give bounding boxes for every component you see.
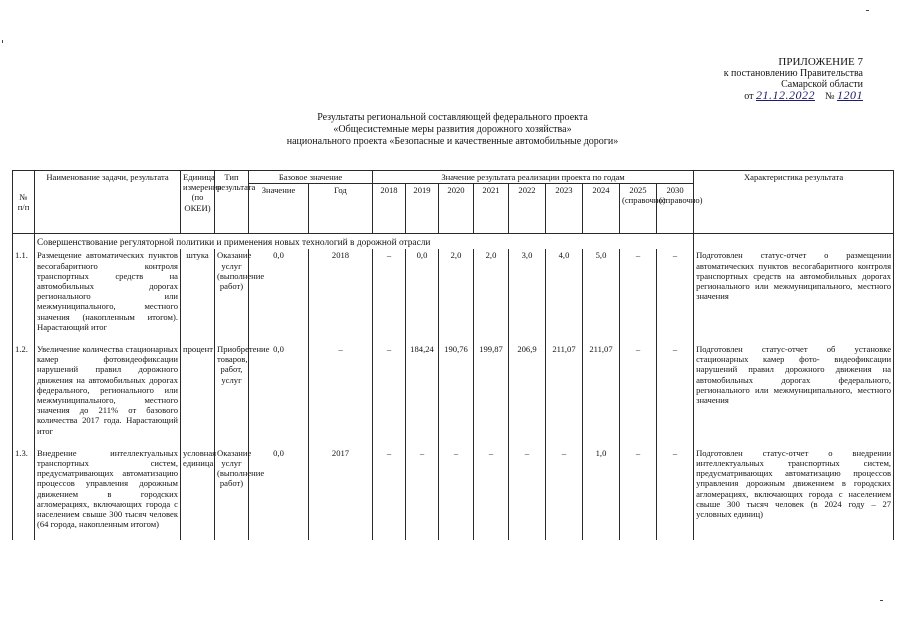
header-year-2018: 2018	[373, 184, 406, 234]
header-base-group: Базовое значение	[249, 171, 373, 184]
value-2024: 1,0	[583, 447, 620, 531]
row-base-year: –	[309, 343, 373, 437]
header-type: Тип результата	[215, 171, 249, 234]
table-row	[13, 249, 894, 333]
handwritten-number: 1201	[837, 88, 863, 102]
header-row-1	[13, 171, 894, 184]
value-2023: 211,07	[546, 343, 583, 437]
row-result: Подготовлен статус-отчет о внедрении интеллектуальных транспортных систем, предусматривающих автоматизацию процессов управления дорожным движением в городских агломерациях, включающих города с населением свыше 300 тысяч человек (в 2024 году – 27 условных единиц)	[694, 447, 894, 531]
value-2025: –	[620, 447, 657, 531]
value-2020: 190,76	[439, 343, 474, 437]
scan-speck	[866, 10, 869, 11]
row-name: Размещение автоматических пунктов весогабаритного контроля транспортных средств на автомобильных дорогах регионального или межмуниципального, местного значения (накопленным итогом). Нарастающий итог	[35, 249, 181, 333]
header-name: Наименование задачи, результата	[35, 171, 181, 234]
row-num: 1.2.	[13, 343, 35, 437]
value-2018: –	[373, 343, 406, 437]
appendix-title: ПРИЛОЖЕНИЕ 7	[778, 56, 863, 68]
row-spacer	[13, 437, 894, 447]
row-base-value: 0,0	[249, 447, 309, 531]
header-year-2022: 2022	[509, 184, 546, 234]
header-num: № п/п	[13, 171, 35, 234]
number-prefix: №	[824, 91, 835, 102]
value-2030: –	[657, 447, 694, 531]
heading-line-2: «Общесистемные меры развития дорожного хозяйства»	[333, 124, 572, 135]
row-base-value: 0,0	[249, 249, 309, 333]
row-result: Подготовлен статус-отчет об установке стационарных камер фото- видеофиксации нарушений правил дорожного движения на автомобильных дорогах федерального, регионального или межмуниципального, местного значения	[694, 343, 894, 437]
row-name: Увеличение количества стационарных камер фотовидеофиксации нарушений правил дорожного движения на автомобильных дорогах федерального, регионального или межмуниципального, местного значения до 211% от базового количества 2017 года. Нарастающий итог	[35, 343, 181, 437]
value-2022: 3,0	[509, 249, 546, 333]
row-spacer	[13, 530, 894, 540]
row-name: Внедрение интеллектуальных транспортных систем, предусматривающих автоматизацию процессов управления дорожным движением в городских агломерациях, включающих города с населением свыше 300 тысяч человек (64 города, накопленным итогом)	[35, 447, 181, 531]
value-2019: –	[406, 447, 439, 531]
row-type: Приобретение товаров, работ, услуг	[215, 343, 249, 437]
header-year-2021: 2021	[474, 184, 509, 234]
scan-speck	[2, 40, 3, 43]
header-year-2024: 2024	[583, 184, 620, 234]
results-table	[12, 170, 894, 540]
handwritten-date: 21.12.2022	[755, 88, 815, 102]
value-2022: 206,9	[509, 343, 546, 437]
header-year-2023: 2023	[546, 184, 583, 234]
value-2022: –	[509, 447, 546, 531]
row-unit: штука	[181, 249, 215, 333]
value-2021: 199,87	[474, 343, 509, 437]
header-year-2025: 2025 (справочно)	[620, 184, 657, 234]
header-years-group: Значение результата реализации проекта по годам	[373, 171, 694, 184]
header-unit: Единица измерения (по ОКЕИ)	[181, 171, 215, 234]
header-base-year: Год	[309, 184, 373, 234]
value-2021: 2,0	[474, 249, 509, 333]
header-year-2030: 2030 (справочно)	[657, 184, 694, 234]
row-type: Оказание услуг (выполнение работ)	[215, 447, 249, 531]
row-base-year: 2018	[309, 249, 373, 333]
appendix-line-1: к постановлению Правительства	[723, 68, 863, 79]
appendix-line-2: Самарской области	[781, 79, 863, 90]
value-2030: –	[657, 343, 694, 437]
row-num: 1.1.	[13, 249, 35, 333]
value-2018: –	[373, 447, 406, 531]
document-heading	[0, 112, 905, 148]
value-2020: –	[439, 447, 474, 531]
row-type: Оказание услуг (выполнение работ)	[215, 249, 249, 333]
row-base-year: 2017	[309, 447, 373, 531]
row-unit: условная единица	[181, 447, 215, 531]
value-2023: 4,0	[546, 249, 583, 333]
header-year-2019: 2019	[406, 184, 439, 234]
appendix-block	[673, 57, 863, 102]
value-2019: 184,24	[406, 343, 439, 437]
heading-line-3: национального проекта «Безопасные и качественные автомобильные дороги»	[286, 136, 619, 147]
header-result: Характеристика результата	[694, 171, 894, 234]
value-2020: 2,0	[439, 249, 474, 333]
value-2023: –	[546, 447, 583, 531]
value-2019: 0,0	[406, 249, 439, 333]
value-2025: –	[620, 343, 657, 437]
value-2025: –	[620, 249, 657, 333]
row-result: Подготовлен статус-отчет о размещении автоматических пунктов весогабаритного контроля транспортных средств на автомобильных дорогах регионального или межмуниципального, местного значения	[694, 249, 894, 333]
date-prefix: от	[744, 91, 754, 102]
table-row	[13, 343, 894, 437]
value-2030: –	[657, 249, 694, 333]
section-title: Совершенствование регуляторной политики и применения новых технологий в дорожной отрасли	[37, 238, 431, 249]
section-row	[13, 234, 894, 250]
header-base-value: Значение	[249, 184, 309, 234]
value-2021: –	[474, 447, 509, 531]
value-2024: 5,0	[583, 249, 620, 333]
row-num: 1.3.	[13, 447, 35, 531]
heading-line-1: Результаты региональной составляющей федерального проекта	[317, 112, 588, 123]
row-spacer	[13, 333, 894, 343]
table-row	[13, 447, 894, 531]
row-unit: процент	[181, 343, 215, 437]
row-base-value: 0,0	[249, 343, 309, 437]
scan-speck	[880, 600, 883, 601]
appendix-date-line	[673, 90, 863, 102]
value-2024: 211,07	[583, 343, 620, 437]
header-year-2020: 2020	[439, 184, 474, 234]
value-2018: –	[373, 249, 406, 333]
